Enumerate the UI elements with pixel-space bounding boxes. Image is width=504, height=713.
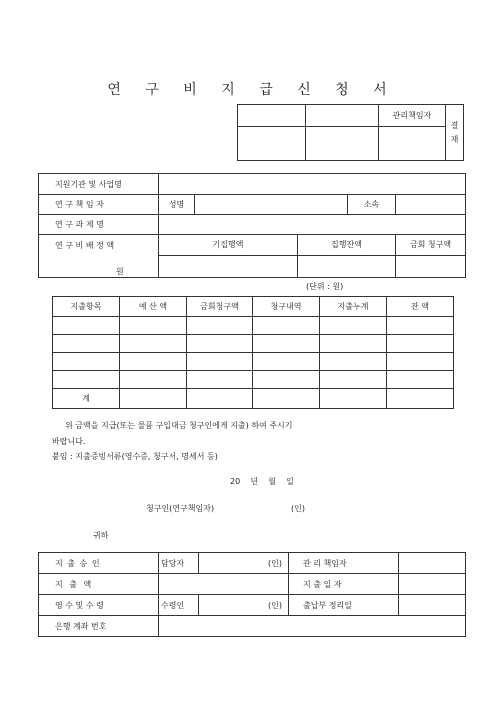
pay-date-value[interactable] xyxy=(399,574,466,595)
receiver-seal: (인) xyxy=(199,595,289,616)
detail-cell[interactable] xyxy=(253,389,320,409)
header-request: 금회청구액 xyxy=(187,297,253,317)
header-cumulative: 지출누계 xyxy=(320,297,387,317)
balance-value[interactable] xyxy=(298,255,396,277)
request-sentence: 위 금액을 지급(또는 물품 구입대금 청구인에게 지출) 하여 주시기 xyxy=(65,421,293,430)
name-label: 성명 xyxy=(159,195,195,215)
ledger-label: 출납부 정리일 xyxy=(289,595,399,616)
detail-cell[interactable] xyxy=(120,317,187,335)
total-label: 계 xyxy=(53,389,120,409)
approval-cell xyxy=(379,127,446,161)
header-budget: 예 산 액 xyxy=(120,297,187,317)
approval-cell xyxy=(306,105,379,127)
approval-cell xyxy=(238,105,306,127)
detail-cell[interactable] xyxy=(53,371,120,389)
detail-cell[interactable] xyxy=(53,317,120,335)
dept-label: 소속 xyxy=(348,195,396,215)
approval-cell xyxy=(306,127,379,161)
detail-cell[interactable] xyxy=(120,353,187,371)
dept-value[interactable] xyxy=(396,195,466,215)
officer-label: 담당자 xyxy=(159,553,199,574)
table-row xyxy=(53,317,454,335)
manager-value[interactable] xyxy=(399,553,466,574)
info-table xyxy=(38,173,466,278)
addressee: 귀하 xyxy=(93,531,109,540)
total-row xyxy=(53,389,454,409)
detail-cell[interactable] xyxy=(253,371,320,389)
amount-label: 지 출 액 xyxy=(39,574,159,595)
detail-cell[interactable] xyxy=(187,353,253,371)
page-title: 연 구 비 지 급 신 청 서 xyxy=(107,82,397,98)
detail-cell[interactable] xyxy=(387,335,454,353)
already-spent-label: 기집행액 xyxy=(159,235,298,256)
officer-seal: (인) xyxy=(199,553,289,574)
topic-label: 연 구 과 제 명 xyxy=(39,215,159,235)
bank-label: 은행 계좌 번호 xyxy=(39,616,159,637)
manager-label: 관리책임자 xyxy=(379,105,446,127)
detail-cell[interactable] xyxy=(387,371,454,389)
table-row xyxy=(53,371,454,389)
detail-cell[interactable] xyxy=(320,371,387,389)
disbursement-table xyxy=(38,552,466,637)
approval-label: 지 출 승 인 xyxy=(39,553,159,574)
approval-cell xyxy=(238,127,306,161)
detail-cell[interactable] xyxy=(53,335,120,353)
amount-value[interactable] xyxy=(159,574,289,595)
claimant-label: 청구인(연구책임자) xyxy=(146,504,215,513)
org-value[interactable] xyxy=(159,174,466,195)
budget-label-text: 연 구 비 배 정 액 xyxy=(55,241,115,250)
approval-side-label: 결 재 xyxy=(446,105,464,161)
request-value[interactable] xyxy=(396,255,466,277)
header-item: 지출항목 xyxy=(53,297,120,317)
table-row xyxy=(53,335,454,353)
detail-cell[interactable] xyxy=(320,317,387,335)
detail-cell[interactable] xyxy=(187,317,253,335)
detail-cell[interactable] xyxy=(53,353,120,371)
pi-label: 연 구 책 임 자 xyxy=(39,195,159,215)
detail-cell[interactable] xyxy=(187,335,253,353)
bank-value[interactable] xyxy=(159,616,466,637)
request-label: 금회 청구액 xyxy=(396,235,466,256)
detail-cell[interactable] xyxy=(387,353,454,371)
detail-cell[interactable] xyxy=(320,335,387,353)
detail-cell[interactable] xyxy=(253,353,320,371)
manager-label: 관 리 책임자 xyxy=(289,553,399,574)
detail-cell[interactable] xyxy=(320,353,387,371)
pay-date-label: 지 출 일 자 xyxy=(289,574,399,595)
detail-cell[interactable] xyxy=(253,317,320,335)
table-row xyxy=(53,353,454,371)
org-label: 지원기관 및 사업명 xyxy=(39,174,159,195)
topic-value[interactable] xyxy=(159,215,466,235)
name-value[interactable] xyxy=(195,195,348,215)
claimant-seal: (인) xyxy=(291,504,305,513)
won-label: 원 xyxy=(116,267,124,276)
detail-cell[interactable] xyxy=(120,371,187,389)
already-spent-value[interactable] xyxy=(159,255,298,277)
header-balance: 잔 액 xyxy=(387,297,454,317)
unit-note: (단위 : 원) xyxy=(306,282,344,291)
request-sentence-end: 바랍니다. xyxy=(52,437,86,446)
receipt-label: 영 수 및 수 령 xyxy=(39,595,159,616)
approval-box xyxy=(237,104,464,161)
detail-cell[interactable] xyxy=(387,389,454,409)
ledger-value[interactable] xyxy=(399,595,466,616)
detail-cell[interactable] xyxy=(187,371,253,389)
detail-cell[interactable] xyxy=(253,335,320,353)
detail-cell[interactable] xyxy=(120,389,187,409)
receiver-label: 수령인 xyxy=(159,595,199,616)
detail-cell[interactable] xyxy=(387,317,454,335)
header-details: 청구내역 xyxy=(253,297,320,317)
detail-cell[interactable] xyxy=(187,389,253,409)
budget-label xyxy=(39,235,159,278)
detail-cell[interactable] xyxy=(120,335,187,353)
date-line: 20 년 월 일 xyxy=(230,477,294,486)
detail-table xyxy=(52,296,454,409)
attachment-note: 붙임 : 지출증빙서류(영수증, 청구서, 명세서 등) xyxy=(52,452,218,461)
balance-label: 집행잔액 xyxy=(298,235,396,256)
detail-cell[interactable] xyxy=(320,389,387,409)
